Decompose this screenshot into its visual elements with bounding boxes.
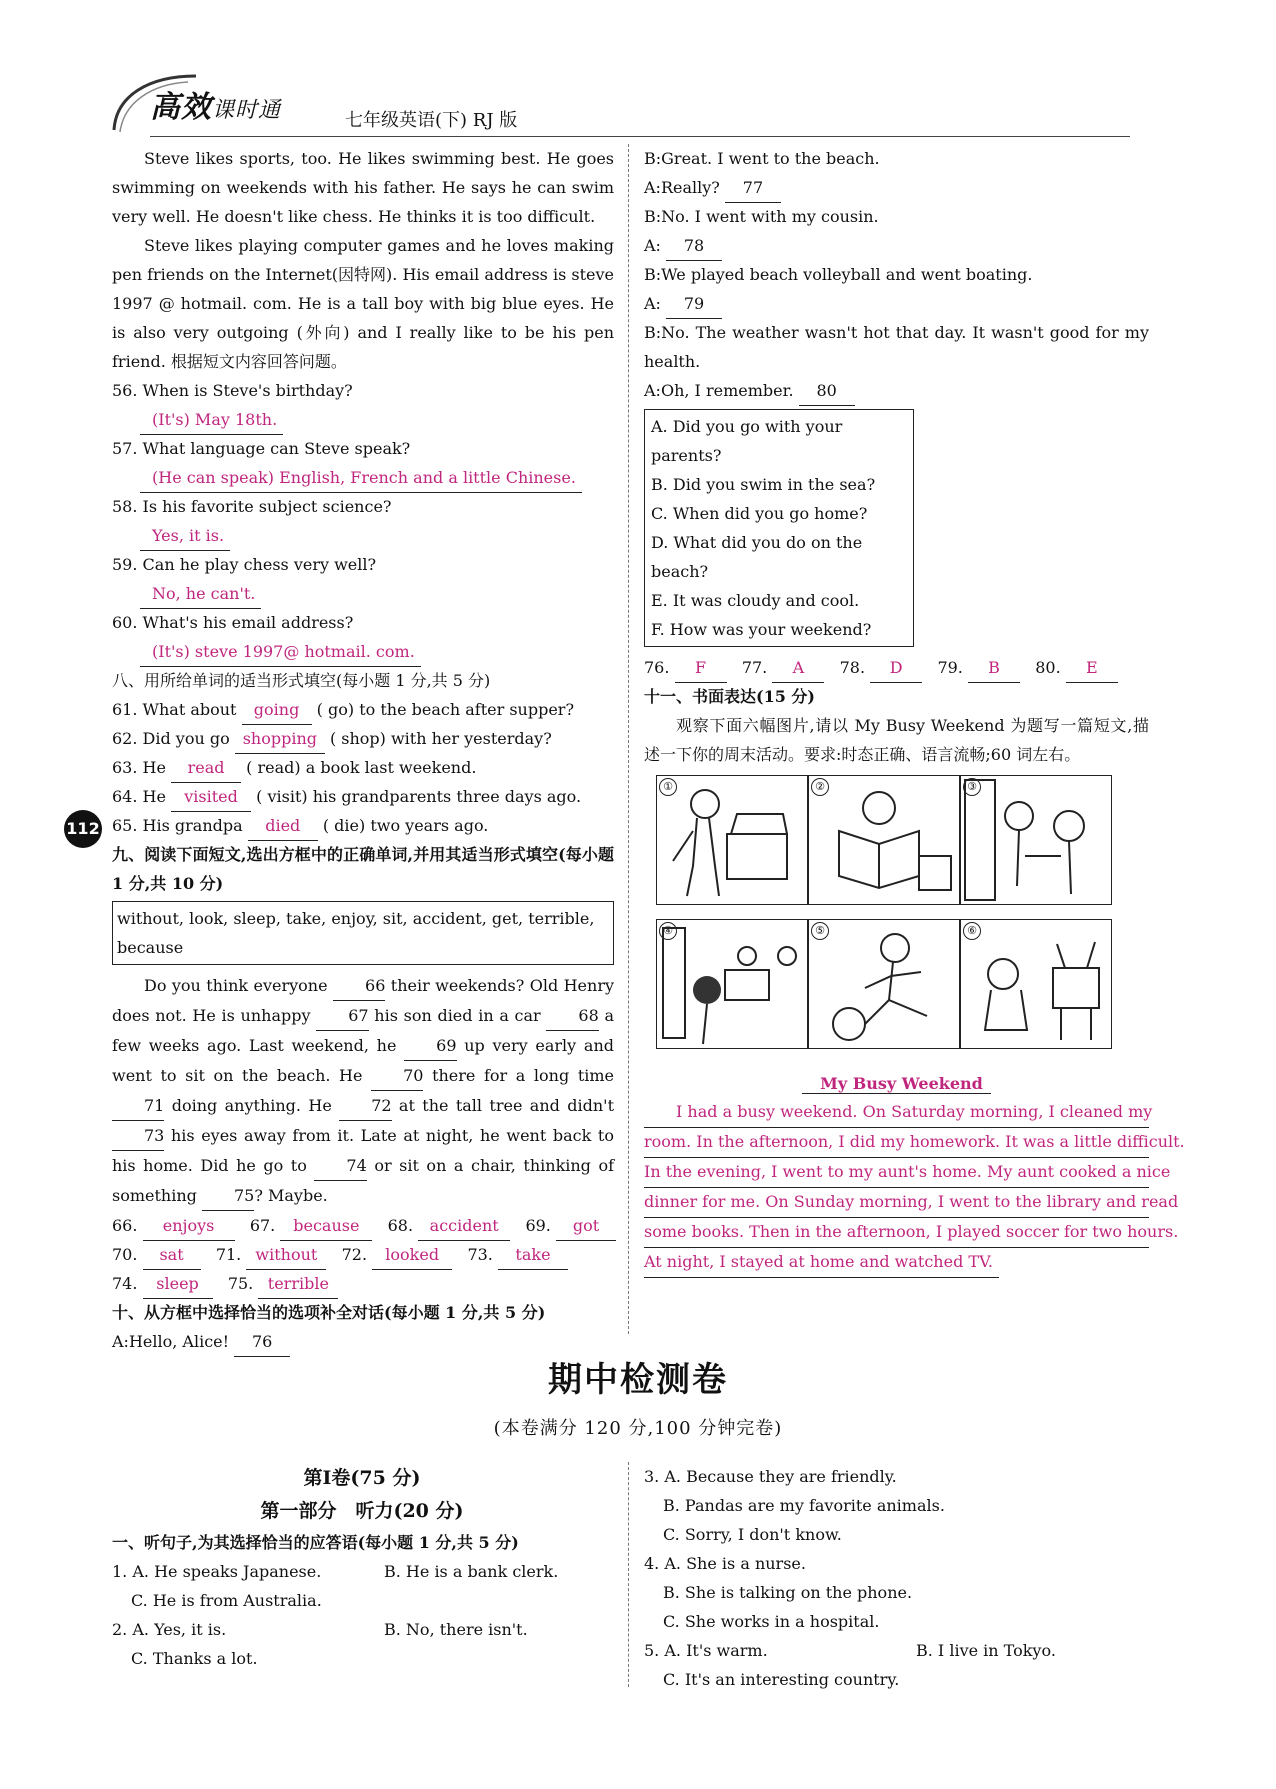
dialog-line: A: 78 xyxy=(644,231,1149,260)
section-8-title: 八、用所给单词的适当形式填空(每小题 1 分,共 5 分) xyxy=(112,671,491,690)
answer-58: Yes, it is. xyxy=(140,521,230,551)
dialog-line: A:Really? 77 xyxy=(644,173,1149,202)
exam-left-column xyxy=(112,1462,612,1673)
header-logo xyxy=(150,82,281,126)
essay-line: some books. Then in the afternoon, I played soccer for two hours. xyxy=(644,1218,1149,1248)
picture-watching-tv: ⑥ xyxy=(960,919,1112,1049)
question-56: 56. When is Steve's birthday? xyxy=(112,381,353,400)
answer-57: (He can speak) English, French and a little Chinese. xyxy=(140,463,582,493)
fill-item-63: 63. He read ( read) a book last weekend. xyxy=(112,753,614,782)
essay-line: In the evening, I went to my aunt's home. My aunt cooked a nice xyxy=(644,1158,1149,1188)
column-divider xyxy=(628,144,629,1334)
dialog-line: A:Hello, Alice! 76 xyxy=(112,1327,614,1356)
left-column xyxy=(112,144,614,1356)
cloze-answer-row: 74. sleep 75. terrible xyxy=(112,1269,614,1298)
picture-visiting-aunt: ③ xyxy=(960,775,1112,905)
header-title: 七年级英语(下) RJ 版 xyxy=(345,110,518,131)
option-box xyxy=(644,409,914,647)
dialog-line: A:Oh, I remember. 80 xyxy=(644,376,1149,405)
essay-line: At night, I stayed at home and watched TV. xyxy=(644,1248,999,1278)
essay-title: My Busy Weekend xyxy=(644,1069,1149,1098)
right-column xyxy=(644,144,1185,1278)
mc-item: 5. A. It's warm. B. I live in Tokyo. xyxy=(644,1641,1056,1660)
mc-option: C. Thanks a lot. xyxy=(131,1649,258,1668)
mc-option: C. She works in a hospital. xyxy=(663,1612,880,1631)
option-item: A. Did you go with your parents? xyxy=(651,417,843,465)
fill-answer: read xyxy=(171,753,241,783)
dialog-line: B:Great. I went to the beach. xyxy=(644,149,880,168)
essay xyxy=(644,1069,1185,1278)
fill-item-61: 61. What about going ( go) to the beach after supper? xyxy=(112,695,614,724)
fill-item-62: 62. Did you go shopping ( shop) with her yesterday? xyxy=(112,724,614,753)
option-item: C. When did you go home? xyxy=(651,504,868,523)
option-item: B. Did you swim in the sea? xyxy=(651,475,876,494)
mc-option: B. She is talking on the phone. xyxy=(663,1583,913,1602)
part-heading: 第Ⅰ卷(75 分) xyxy=(303,1467,421,1489)
dialog-answer-row: 76. F 77. A 78. D 79. B 80. E xyxy=(644,653,1149,682)
fill-answer: died xyxy=(248,811,318,841)
word-box: without, look, sleep, take, enjoy, sit, accident, get, terrible, because xyxy=(112,901,614,965)
question-list xyxy=(112,376,614,666)
fill-answer: visited xyxy=(171,782,251,812)
passage-paragraph: Steve likes sports, too. He likes swimming best. He goes swimming on weekends with his father. He says he can swim very well. He doesn't like chess. He thinks it is too difficult. xyxy=(112,149,614,226)
mc-option: C. He is from Australia. xyxy=(131,1591,322,1610)
cloze-passage: Do you think everyone 66 their weekends? Old Henry does not. He is unhappy 67 his son died in a car 68 a few weeks ago. Last weekend, he 69 up very early and went to sit on the beach. He 70 there for a long time 71 doing anything. He 72 at the tall tree and didn't 73 his eyes away from it. Late at night, he went back to his home. Did he go to 74 or sit on a chair, thinking of something 75? Maybe. xyxy=(112,971,614,1211)
question-57: 57. What language can Steve speak? xyxy=(112,439,411,458)
answer-60: (It's) steve 1997@ hotmail. com. xyxy=(140,637,421,667)
cloze-answer-row: 66. enjoys 67. because 68. accident 69. got xyxy=(112,1211,614,1240)
exam-title: 期中检测卷 xyxy=(548,1360,728,1400)
mc-option: C. Sorry, I don't know. xyxy=(663,1525,842,1544)
mc-option: B. Pandas are my favorite animals. xyxy=(663,1496,945,1515)
section-11-title: 十一、书面表达(15 分) xyxy=(644,687,815,706)
logo-main: 高效 xyxy=(150,90,212,125)
mc-item: 3. A. Because they are friendly. xyxy=(644,1467,897,1486)
fill-answer: shopping xyxy=(235,724,325,754)
essay-line: dinner for me. On Sunday morning, I went to the library and read xyxy=(644,1188,1149,1218)
logo-sub: 课时通 xyxy=(212,98,282,123)
dialog-line: A: 79 xyxy=(644,289,1149,318)
picture-library: ④ xyxy=(656,919,808,1049)
mc-item: 2. A. Yes, it is. B. No, there isn't. xyxy=(112,1620,528,1639)
picture-playing-soccer: ⑤ xyxy=(808,919,960,1049)
page-number-badge: 112 xyxy=(64,810,102,848)
exam-right-column xyxy=(644,1462,1149,1694)
option-item: E. It was cloudy and cool. xyxy=(651,591,860,610)
answer-59: No, he can't. xyxy=(140,579,261,609)
option-item: D. What did you do on the beach? xyxy=(651,533,863,581)
mc-option: C. It's an interesting country. xyxy=(663,1670,900,1689)
cloze-answer-row: 70. sat 71. without 72. looked 73. take xyxy=(112,1240,614,1269)
listening-section-title: 一、听句子,为其选择恰当的应答语(每小题 1 分,共 5 分) xyxy=(112,1533,519,1552)
section-9-title: 九、阅读下面短文,选出方框中的正确单词,并用其适当形式填空(每小题 1 分,共 10 分) xyxy=(112,845,614,893)
writing-prompt: 观察下面六幅图片,请以 My Busy Weekend 为题写一篇短文,描述一下你的周末活动。要求:时态正确、语言流畅;60 词左右。 xyxy=(644,716,1149,764)
fill-item-65: 65. His grandpa died ( die) two years ago. xyxy=(112,811,614,840)
mc-item: 1. A. He speaks Japanese. B. He is a bank clerk. xyxy=(112,1562,559,1581)
dialog-line: B:No. The weather wasn't hot that day. It wasn't good for my health. xyxy=(644,323,1149,371)
part-subheading: 第一部分 听力(20 分) xyxy=(260,1500,464,1522)
exam-subtitle: (本卷满分 120 分,100 分钟完卷) xyxy=(493,1418,783,1439)
column-divider xyxy=(628,1462,629,1687)
question-60: 60. What's his email address? xyxy=(112,613,354,632)
picture-cleaning-room: ① xyxy=(656,775,808,905)
fill-answer: going xyxy=(242,695,312,725)
essay-line: I had a busy weekend. On Saturday morning, I cleaned my xyxy=(644,1098,1149,1128)
passage-paragraph: Steve likes playing computer games and he loves making pen friends on the Internet(因特网). His email address is steve 1997 @ hotmail. com. He is a tall boy with big blue eyes. He is also very outgoing (外向) and I really like to be his pen friend. 根据短文内容回答问题。 xyxy=(112,236,614,371)
mc-item: 4. A. She is a nurse. xyxy=(644,1554,806,1573)
picture-grid xyxy=(656,775,1114,1051)
header-rule xyxy=(150,136,1130,137)
option-item: F. How was your weekend? xyxy=(651,620,872,639)
question-59: 59. Can he play chess very well? xyxy=(112,555,377,574)
dialog-line: B:We played beach volleyball and went boating. xyxy=(644,265,1033,284)
picture-homework: ② xyxy=(808,775,960,905)
answer-56: (It's) May 18th. xyxy=(140,405,283,435)
fill-item-64: 64. He visited ( visit) his grandparents three days ago. xyxy=(112,782,614,811)
section-10-title: 十、从方框中选择恰当的选项补全对话(每小题 1 分,共 5 分) xyxy=(112,1303,546,1322)
question-58: 58. Is his favorite subject science? xyxy=(112,497,392,516)
dialog-line: B:No. I went with my cousin. xyxy=(644,207,879,226)
essay-line: room. In the afternoon, I did my homework. It was a little difficult. xyxy=(644,1128,1149,1158)
